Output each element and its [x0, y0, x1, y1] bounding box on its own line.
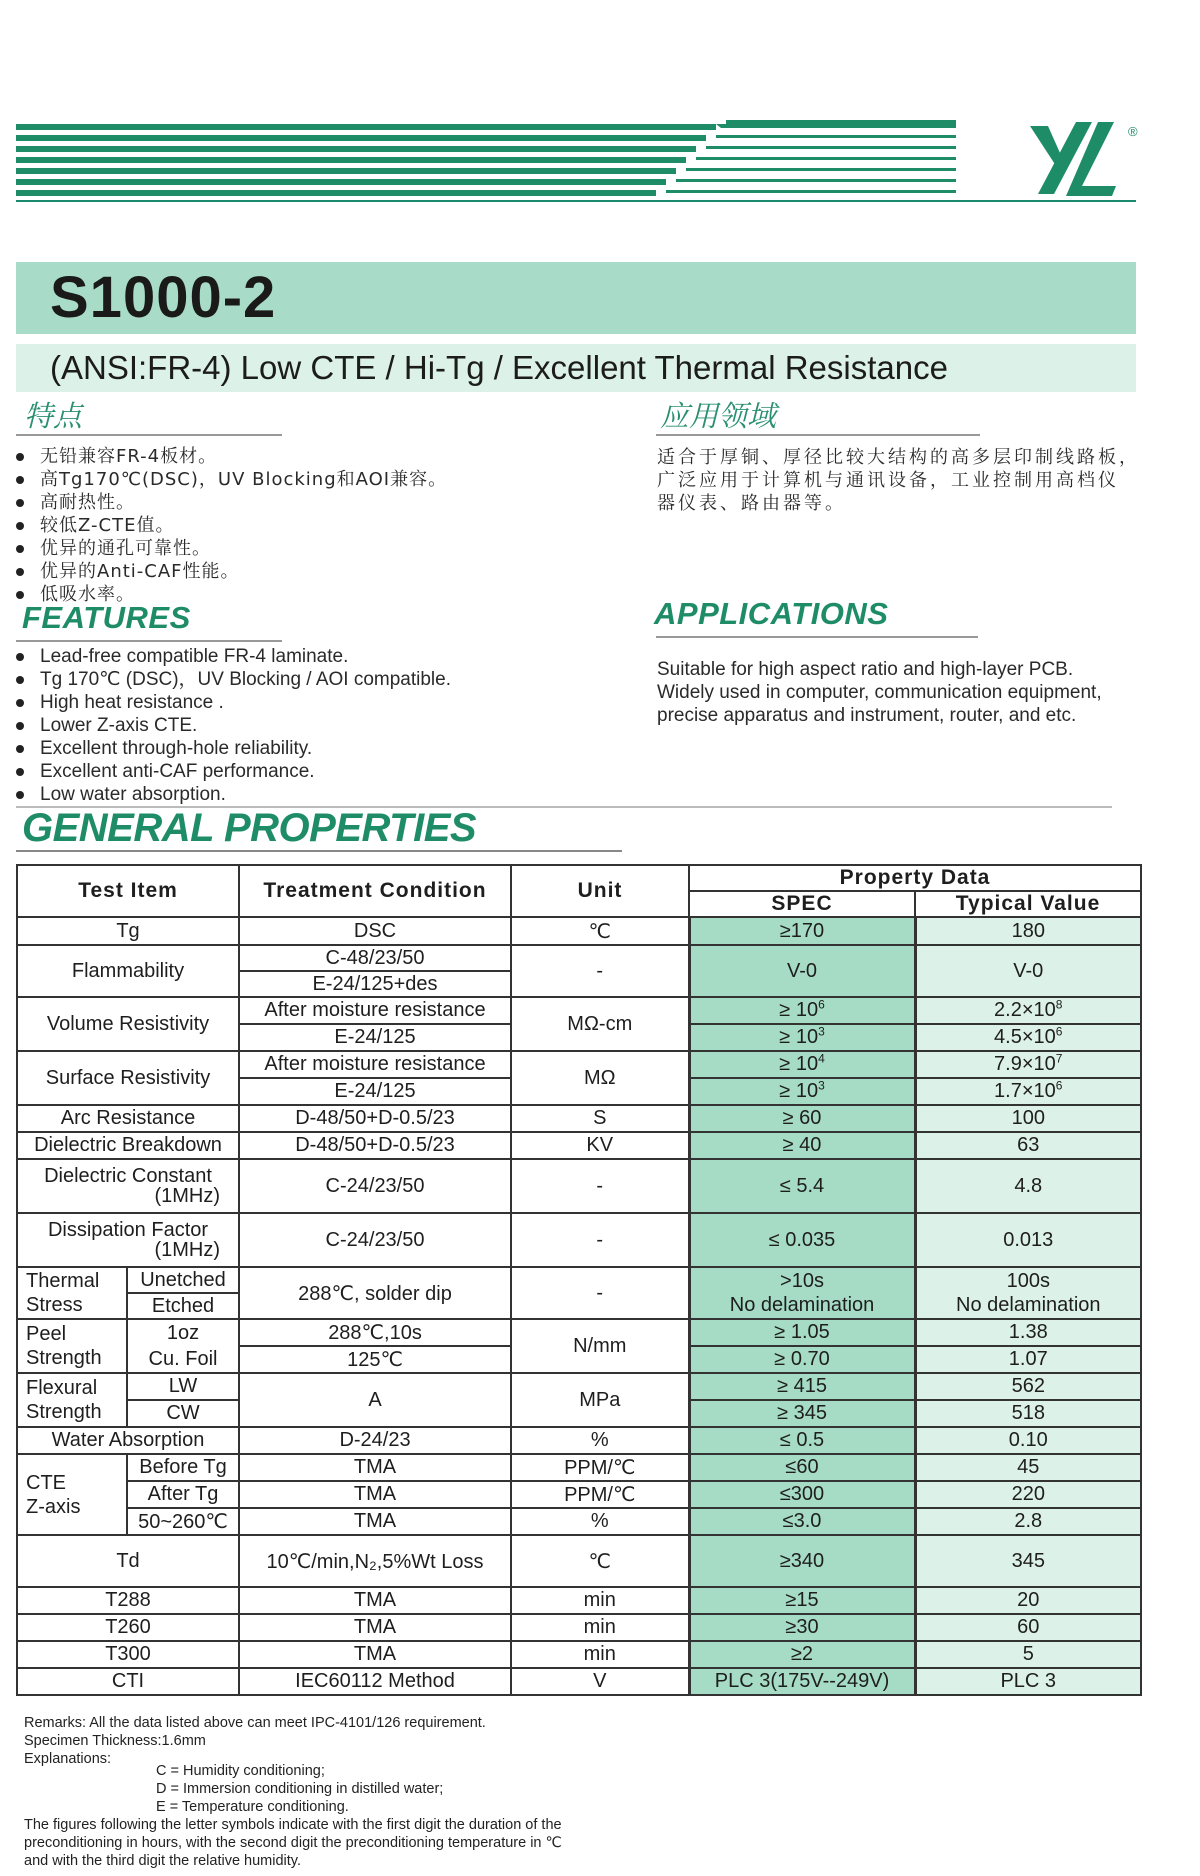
table-row: Flexural Strength LW A MPa ≥ 415 562: [17, 1373, 1141, 1400]
applications-cn-text: 适合于厚铜、厚径比较大结构的高多层印制线路板， 广泛应用于计算机与通讯设备，工业控制用高档仪 器仪表、路由器等。: [657, 447, 1140, 514]
applications-en-text: Suitable for high aspect ratio and high-layer PCB. Widely used in computer, communication equipment, precise apparatus and instrument, router, and etc.: [657, 659, 1102, 726]
table-row: CTI IEC60112 Method V PLC 3(175V--249V) PLC 3: [17, 1668, 1141, 1695]
table-row: Peel Strength 1oz Cu. Foil 288℃,10s N/mm ≥ 1.05 1.38: [17, 1319, 1141, 1346]
list-item: 优异的通孔可靠性。: [16, 537, 447, 560]
registered-mark: ®: [1128, 124, 1138, 139]
explanations-label: Explanations:: [24, 1751, 112, 1767]
table-row: T288 TMA min ≥15 20: [17, 1587, 1141, 1614]
table-row: E-24/125+des: [17, 971, 1141, 997]
features-en-rule: [16, 640, 282, 642]
table-row: Thermal Stress Unetched 288℃, solder dip - >10s No delamination 100s No delamination: [17, 1267, 1141, 1293]
features-cn-list: [16, 445, 447, 606]
product-model: S1000-2: [50, 265, 277, 330]
remarks-notes: Remarks: All the data listed above can meet IPC-4101/126 requirement. Specimen Thickness:1.6mm Explanations: C = Humidity conditioning; D = Immersion conditioning in distilled water; E = Temperature conditioning. The figures following the letter symbols indicate with the first digit the duration of the preconditioning in hours, with the second digit the preconditioning temperature in ℃ and with the third digit the relative humidity.: [24, 1715, 562, 1869]
table-row: CW ≥ 345 518: [17, 1400, 1141, 1427]
table-row: Arc Resistance D-48/50+D-0.5/23 S ≥ 60 100: [17, 1105, 1141, 1132]
table-row: CTE Z-axis Before Tg TMA PPM/℃ ≤60 45: [17, 1454, 1141, 1481]
product-subtitle: (ANSI:FR-4) Low CTE / Hi-Tg / Excellent Thermal Resistance: [50, 349, 948, 386]
header-typical-value: Typical Value: [915, 891, 1141, 917]
list-item: Lower Z-axis CTE.: [16, 714, 451, 737]
table-row: Tg DSC ℃ ≥170 180: [17, 917, 1141, 945]
header-test-item: Test Item: [17, 865, 239, 917]
table-row: Volume Resistivity After moisture resistance MΩ-cm ≥ $10^6$ $2.2\times 10^8$: [17, 997, 1141, 1024]
table-row: After Tg TMA PPM/℃ ≤300 220: [17, 1481, 1141, 1508]
list-item: High heat resistance .: [16, 691, 451, 714]
table-row: Dielectric Constant (1MHz) C-24/23/50 - ≤ 5.4 4.8: [17, 1159, 1141, 1213]
table-row: T300 TMA min ≥2 5: [17, 1641, 1141, 1668]
list-item: 高Tg170℃(DSC)，UV Blocking和AOI兼容。: [16, 468, 447, 491]
list-item: 较低Z-CTE值。: [16, 514, 447, 537]
table-row: Dielectric Breakdown D-48/50+D-0.5/23 KV ≥ 40 63: [17, 1132, 1141, 1159]
list-item: Tg 170℃ (DSC)，UV Blocking / AOI compatible.: [16, 668, 451, 691]
list-item: 高耐热性。: [16, 491, 447, 514]
table-row: 50~260℃ TMA % ≤3.0 2.8: [17, 1508, 1141, 1535]
table-row: E-24/125 ≥ $10^3$ $1.7\times 10^6$: [17, 1078, 1141, 1105]
table-header-row: [17, 865, 1141, 891]
header-spec: SPEC: [689, 891, 915, 917]
general-properties-rule: [16, 850, 622, 852]
applications-cn-heading: 应用领域: [660, 399, 777, 433]
features-en-list: [16, 645, 451, 806]
features-cn-heading: 特点: [24, 399, 83, 433]
remarks-text: Remarks: All the data listed above can meet IPC-4101/126 requirement.: [24, 1715, 486, 1731]
table-row: Etched: [17, 1293, 1141, 1319]
list-item: Excellent anti-CAF performance.: [16, 760, 451, 783]
header-property-data: Property Data: [689, 865, 1141, 891]
table-row: E-24/125 ≥ $10^3$ $4.5\times 10^6$: [17, 1024, 1141, 1051]
header-treatment-condition: Treatment Condition: [239, 865, 511, 917]
list-item: 优异的Anti-CAF性能。: [16, 560, 447, 583]
table-row: Water Absorption D-24/23 % ≤ 0.5 0.10: [17, 1427, 1141, 1454]
applications-cn-rule: [656, 434, 980, 436]
list-item: Low water absorption.: [16, 783, 451, 806]
features-en-heading: FEATURES: [22, 600, 191, 635]
list-item: Excellent through-hole reliability.: [16, 737, 451, 760]
table-row: T260 TMA min ≥30 60: [17, 1614, 1141, 1641]
applications-en-heading: APPLICATIONS: [654, 596, 889, 631]
table-row: Dissipation Factor (1MHz) C-24/23/50 - ≤ 0.035 0.013: [17, 1213, 1141, 1267]
list-item: 无铅兼容FR-4板材。: [16, 445, 447, 468]
table-row: Surface Resistivity After moisture resistance MΩ ≥ $10^4$ $7.9\times 10^7$: [17, 1051, 1141, 1078]
list-item: 低吸水率。: [16, 583, 447, 606]
table-row: Td 10℃/min,N₂,5%Wt Loss ℃ ≥340 345: [17, 1535, 1141, 1587]
specimen-thickness: Specimen Thickness:1.6mm: [24, 1733, 206, 1749]
header-unit: Unit: [511, 865, 689, 917]
properties-table: [16, 864, 1142, 1696]
general-properties-heading: GENERAL PROPERTIES: [22, 806, 477, 850]
header-stripes: [16, 120, 956, 200]
list-item: Lead-free compatible FR-4 laminate.: [16, 645, 451, 668]
header-rule: [16, 200, 1136, 202]
applications-en-rule: [656, 636, 978, 638]
table-row: 125℃ ≥ 0.70 1.07: [17, 1346, 1141, 1373]
table-row: Flammability C-48/23/50 - V-0 V-0: [17, 945, 1141, 971]
company-logo: [1020, 116, 1140, 202]
features-cn-rule: [16, 434, 282, 436]
